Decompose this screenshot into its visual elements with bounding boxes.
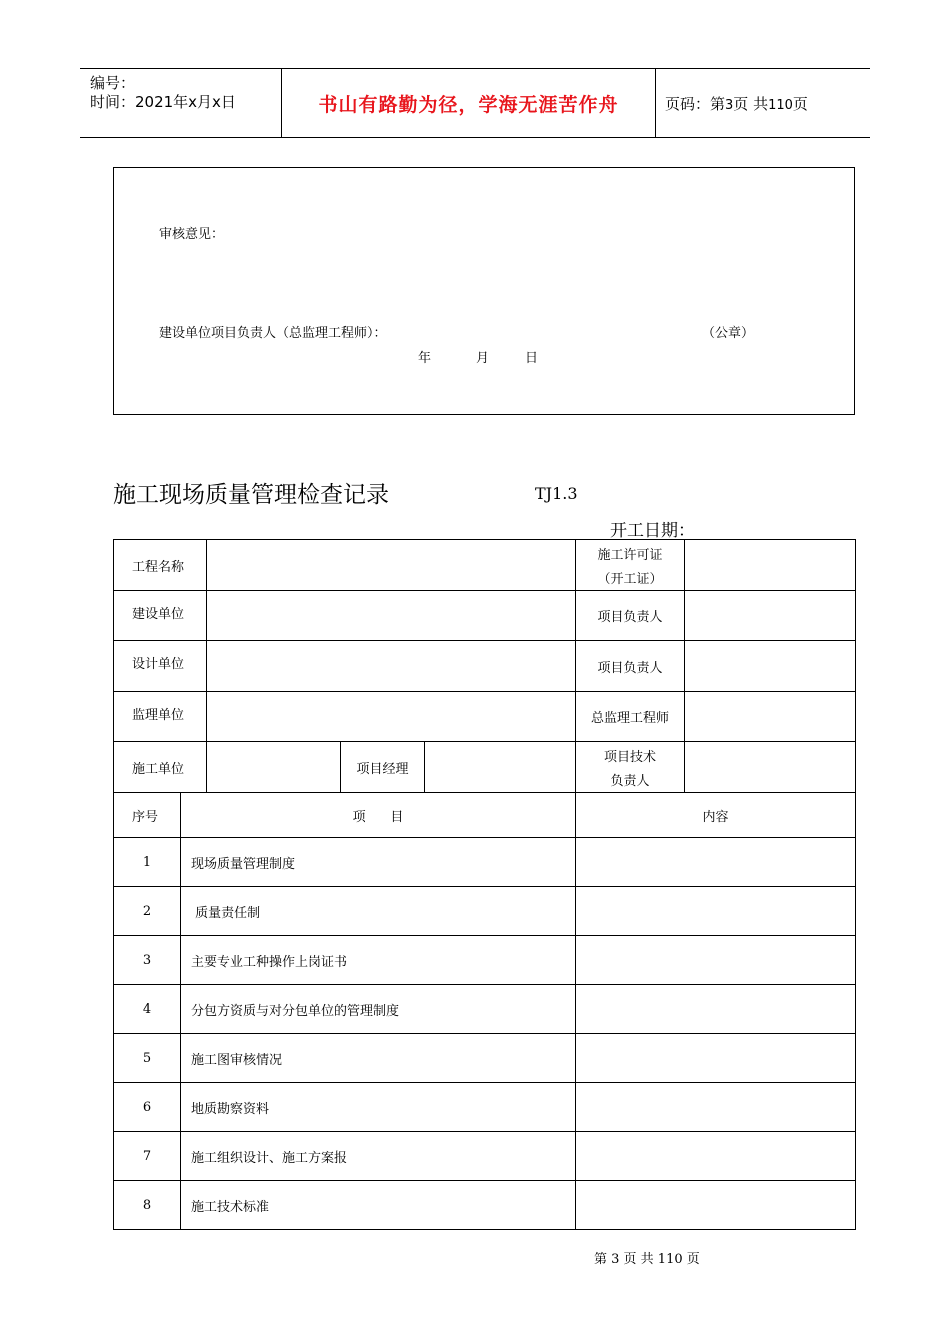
tech-lead-line2: 负责人 — [610, 773, 650, 789]
design-unit-value[interactable] — [207, 641, 576, 692]
page-mid: 页 共 — [733, 94, 769, 113]
item-name: 施工技术标准 — [181, 1181, 576, 1230]
supervision-unit-label: 监理单位 — [114, 692, 207, 742]
table-row — [114, 1034, 856, 1083]
tech-lead-label — [576, 742, 685, 793]
table-row — [114, 1132, 856, 1181]
item-name: 分包方资质与对分包单位的管理制度 — [181, 985, 576, 1034]
owner-manager-label: 项目负责人 — [576, 591, 685, 641]
item-content[interactable] — [576, 1132, 856, 1181]
page-suffix: 页 — [792, 94, 808, 113]
design-unit-label: 设计单位 — [114, 641, 207, 692]
table-row — [114, 936, 856, 985]
project-manager-value[interactable] — [425, 742, 576, 793]
design-manager-label: 项目负责人 — [576, 641, 685, 692]
owner-unit-label: 建设单位 — [114, 591, 207, 641]
page-indicator — [655, 93, 808, 114]
page-prefix: 页码：第 — [665, 94, 726, 113]
chief-engineer-value[interactable] — [685, 692, 856, 742]
page-header — [80, 68, 870, 138]
column-item-header: 项 目 — [181, 793, 576, 838]
inspection-table — [113, 539, 856, 1230]
item-content[interactable] — [576, 838, 856, 887]
item-name: 主要专业工种操作上岗证书 — [181, 936, 576, 985]
review-month: 月 — [476, 351, 490, 366]
form-code: TJ1.3 — [535, 484, 578, 503]
start-date-label: 开工日期： — [610, 521, 695, 541]
project-name-value[interactable] — [207, 540, 576, 591]
item-no: 7 — [114, 1132, 181, 1181]
document-number-label: 编号： — [90, 74, 136, 92]
item-no: 6 — [114, 1083, 181, 1132]
item-no: 4 — [114, 985, 181, 1034]
owner-unit-value[interactable] — [207, 591, 576, 641]
items-header-row — [114, 793, 856, 838]
item-no: 8 — [114, 1181, 181, 1230]
table-row — [114, 887, 856, 936]
table-row — [114, 838, 856, 887]
project-manager-label: 项目经理 — [341, 742, 425, 793]
info-row-owner — [114, 591, 856, 641]
info-row-project — [114, 540, 856, 591]
info-row-design — [114, 641, 856, 692]
tech-lead-value[interactable] — [685, 742, 856, 793]
item-content[interactable] — [576, 887, 856, 936]
item-name: 质量责任制 — [181, 887, 576, 936]
column-no-header: 序号 — [114, 793, 181, 838]
permit-value[interactable] — [685, 540, 856, 591]
review-day: 日 — [525, 351, 539, 366]
info-row-contractor — [114, 742, 856, 793]
item-name: 地质勘察资料 — [181, 1083, 576, 1132]
review-seal-label: （公章） — [702, 326, 755, 341]
review-signer-label: 建设单位项目负责人（总监理工程师）： — [159, 326, 387, 341]
review-opinion-label: 审核意见： — [159, 227, 225, 242]
page-total: 110 — [768, 97, 793, 113]
item-content[interactable] — [576, 1034, 856, 1083]
item-content[interactable] — [576, 1181, 856, 1230]
item-name: 施工图审核情况 — [181, 1034, 576, 1083]
table-row — [114, 985, 856, 1034]
item-content[interactable] — [576, 936, 856, 985]
review-box — [113, 167, 855, 415]
permit-label-line2: （开工证） — [597, 571, 663, 587]
header-meta — [80, 69, 281, 137]
supervision-unit-value[interactable] — [207, 692, 576, 742]
tech-lead-line1: 项目技术 — [604, 749, 657, 765]
permit-label-line1: 施工许可证 — [597, 547, 663, 563]
form-title: 施工现场质量管理检查记录 — [113, 482, 389, 508]
column-content-header: 内容 — [576, 793, 856, 838]
item-content[interactable] — [576, 1083, 856, 1132]
item-name: 施工组织设计、施工方案报 — [181, 1132, 576, 1181]
motto-text: 书山有路勤为径，学海无涯苦作舟 — [318, 93, 619, 116]
chief-engineer-label: 总监理工程师 — [576, 692, 685, 742]
page-current: 3 — [725, 97, 734, 113]
document-time-label: 时间：2021年x月x日 — [90, 93, 236, 111]
item-no: 2 — [114, 887, 181, 936]
project-name-label: 工程名称 — [114, 540, 207, 591]
item-name: 现场质量管理制度 — [181, 838, 576, 887]
item-content[interactable] — [576, 985, 856, 1034]
item-no: 5 — [114, 1034, 181, 1083]
page-footer: 第 3 页 共 110 页 — [594, 1252, 700, 1267]
item-no: 1 — [114, 838, 181, 887]
header-page-cell — [655, 69, 870, 137]
contractor-unit-value[interactable] — [207, 742, 341, 793]
review-year: 年 — [418, 351, 432, 366]
table-row — [114, 1083, 856, 1132]
design-manager-value[interactable] — [685, 641, 856, 692]
owner-manager-value[interactable] — [685, 591, 856, 641]
table-row — [114, 1181, 856, 1230]
header-motto-cell — [281, 69, 656, 137]
permit-label — [576, 540, 685, 591]
contractor-unit-label: 施工单位 — [114, 742, 207, 793]
info-row-supervision — [114, 692, 856, 742]
item-no: 3 — [114, 936, 181, 985]
